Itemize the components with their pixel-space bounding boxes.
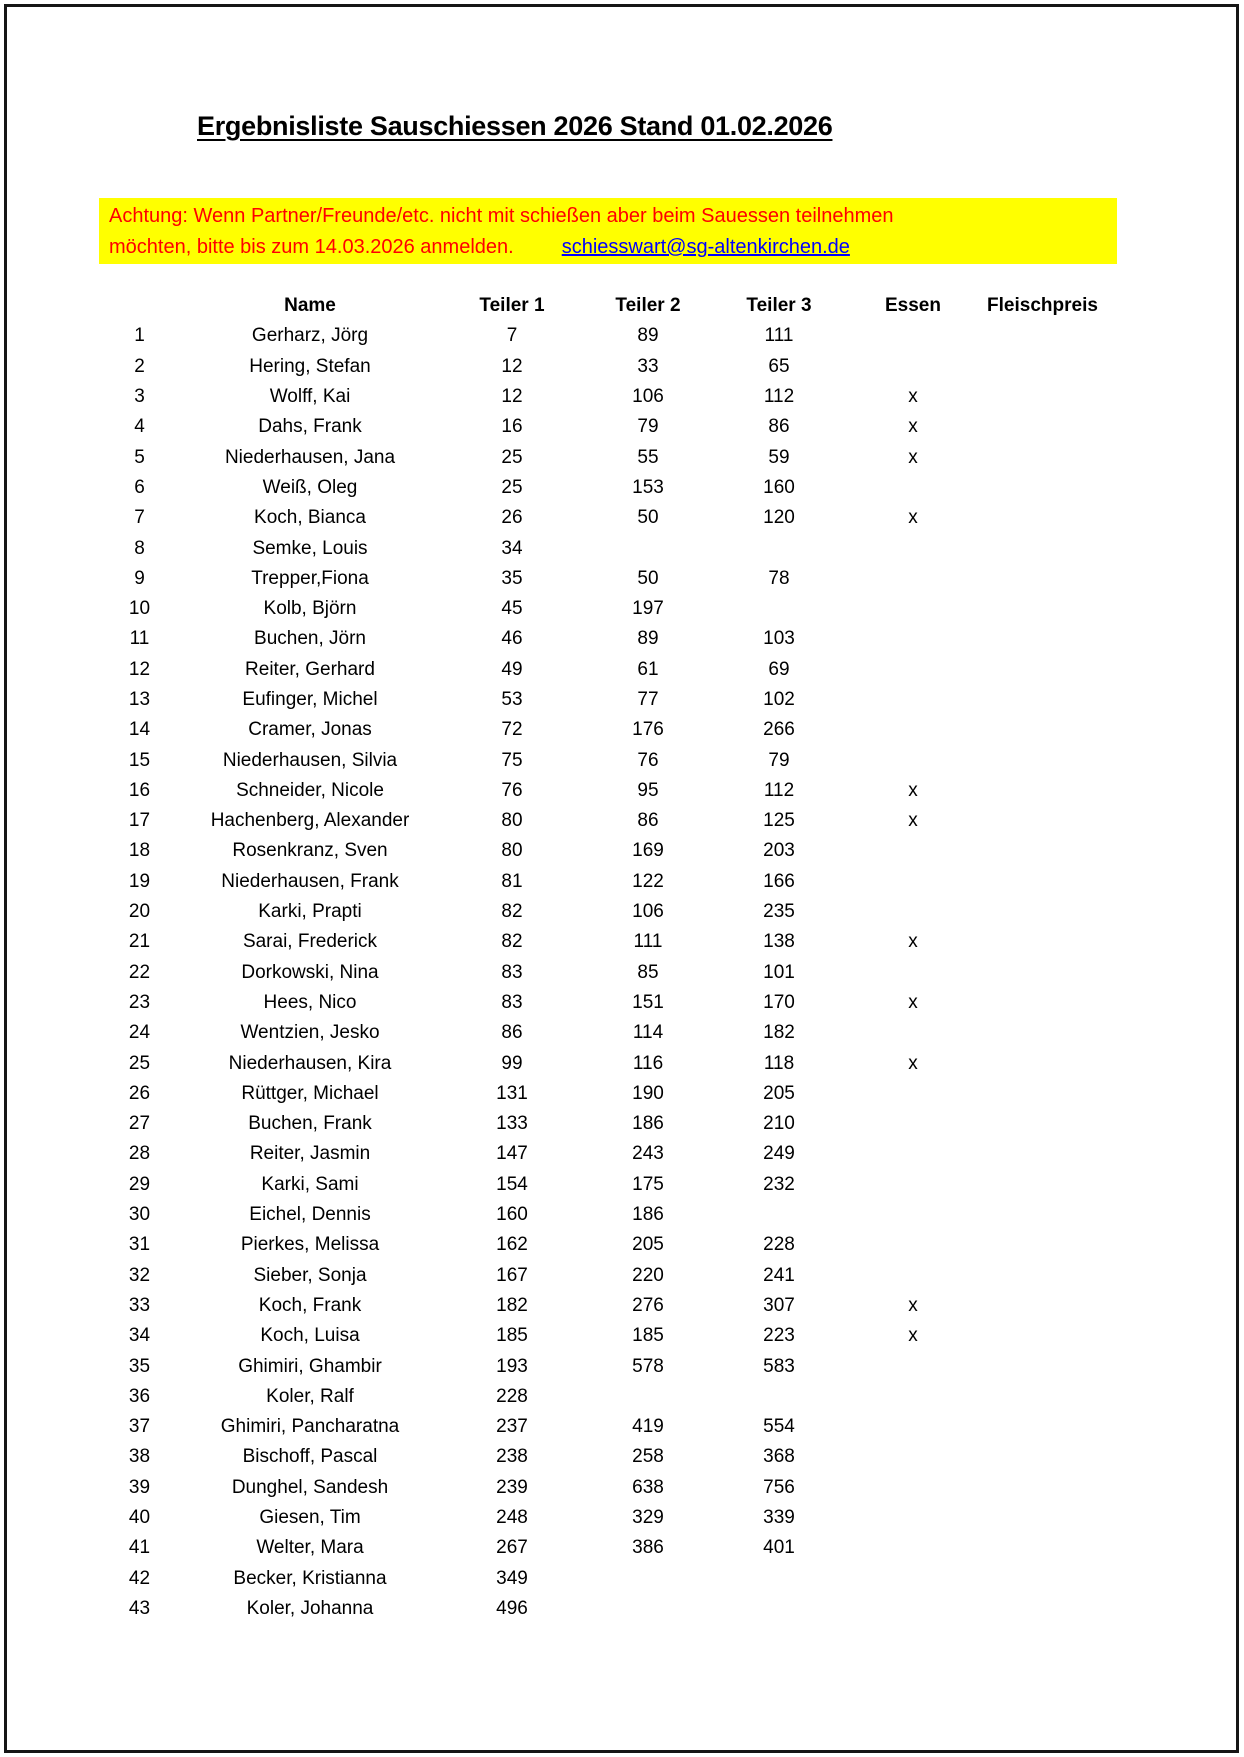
cell-rank: 5 — [134, 446, 145, 468]
cell-rank: 38 — [128, 1446, 151, 1468]
cell-rank: 39 — [128, 1476, 151, 1498]
page-title: Ergebnisliste Sauschiessen 2026 Stand 01.02.2026 — [197, 111, 833, 141]
table-row — [99, 1139, 1105, 1169]
cell-name: Koch, Luisa — [260, 1325, 360, 1347]
cell-name: Niederhausen, Frank — [221, 870, 399, 892]
cell-name: Reiter, Gerhard — [245, 658, 375, 680]
cell-name: Rosenkranz, Sven — [232, 840, 388, 862]
cell-essen: x — [908, 1294, 918, 1316]
cell-name: Niederhausen, Jana — [224, 446, 396, 468]
cell-teiler2: 186 — [632, 1204, 664, 1226]
cell-teiler1: 267 — [496, 1537, 528, 1559]
notice-line-2-text: möchten, bitte bis zum 14.03.2026 anmelden. — [109, 236, 514, 258]
cell-name: Gerharz, Jörg — [251, 325, 369, 347]
cell-teiler3: 223 — [763, 1325, 795, 1347]
cell-essen: x — [908, 931, 918, 953]
table-row — [99, 1594, 1105, 1624]
cell-rank: 22 — [128, 961, 151, 983]
cell-teiler1: 228 — [496, 1385, 528, 1407]
cell-rank: 32 — [128, 1264, 151, 1286]
cell-rank: 20 — [128, 901, 151, 923]
cell-name: Ghimiri, Ghambir — [238, 1355, 382, 1377]
table-row — [99, 1200, 1105, 1230]
cell-rank: 18 — [128, 840, 151, 862]
cell-teiler1: 238 — [496, 1446, 528, 1468]
cell-name: Karki, Sami — [261, 1173, 359, 1195]
cell-essen: x — [908, 416, 918, 438]
cell-teiler3: 166 — [763, 870, 795, 892]
cell-teiler3: 368 — [763, 1446, 795, 1468]
cell-teiler2: 638 — [632, 1476, 664, 1498]
cell-name: Karki, Prapti — [258, 901, 362, 923]
cell-teiler1: 193 — [496, 1355, 528, 1377]
cell-teiler3: 79 — [768, 749, 790, 771]
cell-rank: 26 — [128, 1082, 151, 1104]
cell-teiler1: 185 — [496, 1325, 528, 1347]
cell-rank: 1 — [134, 325, 145, 347]
cell-teiler1: 237 — [496, 1416, 528, 1438]
table-row — [99, 685, 1105, 715]
results-table-body — [99, 321, 1105, 1624]
cell-teiler2: 386 — [632, 1537, 664, 1559]
cell-rank: 12 — [128, 658, 151, 680]
table-row — [99, 776, 1105, 806]
cell-teiler3: 203 — [763, 840, 795, 862]
cell-teiler1: 7 — [506, 325, 518, 347]
cell-rank: 6 — [134, 476, 145, 498]
table-row — [99, 1412, 1105, 1442]
cell-teiler1: 12 — [501, 355, 523, 377]
cell-teiler1: 83 — [501, 961, 523, 983]
cell-teiler3: 249 — [763, 1143, 795, 1165]
cell-name: Bischoff, Pascal — [242, 1446, 378, 1468]
cell-name: Eichel, Dennis — [249, 1204, 371, 1226]
cell-teiler3: 756 — [763, 1476, 795, 1498]
results-table — [99, 291, 1105, 1624]
cell-teiler3: 339 — [763, 1507, 795, 1529]
cell-rank: 27 — [128, 1113, 151, 1135]
cell-name: Niederhausen, Kira — [228, 1052, 392, 1074]
cell-name: Koch, Bianca — [254, 507, 366, 529]
cell-teiler1: 46 — [501, 628, 523, 650]
cell-teiler2: 190 — [632, 1082, 664, 1104]
column-header-essen: Essen — [885, 295, 941, 317]
table-row — [99, 1563, 1105, 1593]
cell-rank: 3 — [134, 386, 145, 408]
cell-name: Hees, Nico — [263, 991, 357, 1013]
cell-teiler1: 239 — [496, 1476, 528, 1498]
cell-name: Sarai, Frederick — [242, 931, 378, 953]
cell-teiler3: 210 — [763, 1113, 795, 1135]
cell-essen: x — [908, 507, 918, 529]
table-row — [99, 836, 1105, 866]
cell-teiler3: 160 — [763, 476, 795, 498]
cell-teiler2: 151 — [632, 991, 664, 1013]
table-row — [99, 1170, 1105, 1200]
cell-teiler1: 12 — [501, 386, 523, 408]
cell-teiler3: 235 — [763, 901, 795, 923]
cell-rank: 41 — [128, 1537, 151, 1559]
cell-essen: x — [908, 446, 918, 468]
cell-teiler3: 266 — [763, 719, 795, 741]
cell-teiler1: 25 — [501, 446, 523, 468]
cell-rank: 10 — [128, 598, 151, 620]
cell-teiler2: 243 — [632, 1143, 664, 1165]
cell-rank: 24 — [128, 1022, 151, 1044]
cell-teiler2: 186 — [632, 1113, 664, 1135]
cell-rank: 4 — [134, 416, 145, 438]
cell-essen: x — [908, 991, 918, 1013]
cell-teiler1: 160 — [496, 1204, 528, 1226]
cell-rank: 42 — [128, 1567, 151, 1589]
cell-rank: 36 — [128, 1385, 151, 1407]
cell-rank: 34 — [128, 1325, 151, 1347]
cell-teiler3: 307 — [763, 1294, 795, 1316]
table-row — [99, 352, 1105, 382]
table-row — [99, 958, 1105, 988]
cell-teiler2: 95 — [637, 779, 659, 801]
cell-rank: 37 — [128, 1416, 151, 1438]
table-row — [99, 867, 1105, 897]
table-row — [99, 473, 1105, 503]
cell-teiler1: 82 — [501, 901, 523, 923]
table-row — [99, 412, 1105, 442]
cell-teiler1: 131 — [496, 1082, 528, 1104]
cell-teiler2: 106 — [632, 386, 664, 408]
cell-name: Niederhausen, Silvia — [222, 749, 398, 771]
cell-teiler3: 69 — [768, 658, 790, 680]
column-header-teiler1: Teiler 1 — [479, 295, 545, 317]
cell-rank: 19 — [128, 870, 151, 892]
cell-name: Giesen, Tim — [259, 1507, 361, 1529]
cell-teiler1: 49 — [501, 658, 523, 680]
cell-teiler2: 578 — [632, 1355, 664, 1377]
table-row — [99, 715, 1105, 745]
cell-teiler3: 86 — [768, 416, 790, 438]
cell-teiler1: 167 — [496, 1264, 528, 1286]
cell-teiler2: 86 — [637, 810, 659, 832]
cell-teiler2: 79 — [637, 416, 659, 438]
cell-teiler3: 101 — [763, 961, 795, 983]
cell-rank: 9 — [134, 567, 145, 589]
notice-line-1: Achtung: Wenn Partner/Freunde/etc. nicht mit schießen aber beim Sauessen teilnehmen — [109, 205, 894, 227]
cell-teiler1: 26 — [501, 507, 523, 529]
cell-teiler3: 205 — [763, 1082, 795, 1104]
cell-teiler1: 80 — [501, 810, 523, 832]
cell-name: Dorkowski, Nina — [241, 961, 379, 983]
cell-name: Hachenberg, Alexander — [210, 810, 410, 832]
column-header-fleischpreis: Fleischpreis — [987, 295, 1098, 317]
cell-teiler2: 116 — [632, 1052, 664, 1074]
cell-teiler2: 197 — [632, 598, 664, 620]
cell-name: Pierkes, Melissa — [240, 1234, 380, 1256]
cell-teiler1: 154 — [496, 1173, 528, 1195]
cell-teiler1: 248 — [496, 1507, 528, 1529]
table-row — [99, 1442, 1105, 1472]
cell-essen: x — [908, 779, 918, 801]
table-row — [99, 1109, 1105, 1139]
cell-teiler3: 554 — [763, 1416, 795, 1438]
cell-teiler2: 61 — [637, 658, 659, 680]
cell-teiler3: 125 — [763, 810, 795, 832]
cell-essen: x — [908, 386, 918, 408]
cell-rank: 11 — [129, 628, 150, 650]
cell-name: Becker, Kristianna — [233, 1567, 387, 1589]
cell-teiler3: 228 — [763, 1234, 795, 1256]
cell-teiler2: 89 — [637, 628, 659, 650]
table-row — [99, 624, 1105, 654]
column-header-name: Name — [284, 295, 336, 317]
table-row — [99, 1261, 1105, 1291]
column-header-teiler3: Teiler 3 — [746, 295, 812, 317]
cell-teiler3: 111 — [764, 325, 794, 347]
cell-rank: 33 — [128, 1294, 151, 1316]
cell-teiler3: 102 — [763, 689, 795, 710]
cell-name: Schneider, Nicole — [236, 779, 384, 801]
cell-teiler1: 34 — [501, 537, 523, 559]
cell-rank: 23 — [128, 991, 151, 1013]
cell-teiler2: 153 — [632, 476, 664, 498]
table-row — [99, 1503, 1105, 1533]
cell-teiler1: 496 — [496, 1597, 528, 1619]
cell-name: Koler, Ralf — [266, 1385, 354, 1407]
cell-rank: 7 — [134, 507, 145, 529]
cell-rank: 8 — [134, 537, 145, 559]
cell-teiler1: 81 — [501, 870, 523, 892]
cell-rank: 25 — [128, 1052, 151, 1074]
cell-teiler1: 182 — [496, 1294, 528, 1316]
cell-name: Welter, Mara — [256, 1537, 364, 1559]
cell-teiler1: 75 — [501, 749, 523, 771]
cell-teiler2: 329 — [632, 1507, 664, 1529]
table-row — [99, 1018, 1105, 1048]
table-row — [99, 1473, 1105, 1503]
cell-name: Rüttger, Michael — [241, 1082, 379, 1104]
email-link[interactable]: schiesswart@sg-altenkirchen.de — [561, 236, 850, 258]
cell-teiler1: 16 — [501, 416, 523, 438]
table-row — [99, 655, 1105, 685]
cell-rank: 15 — [128, 749, 151, 771]
cell-rank: 21 — [128, 931, 151, 953]
cell-name: Ghimiri, Pancharatna — [220, 1416, 400, 1438]
cell-teiler2: 76 — [637, 749, 659, 771]
cell-teiler3: 59 — [768, 446, 790, 468]
cell-name: Koch, Frank — [258, 1294, 362, 1316]
cell-name: Semke, Louis — [252, 537, 368, 559]
cell-teiler2: 220 — [632, 1264, 664, 1286]
cell-teiler1: 25 — [501, 476, 523, 498]
notice-line-2 — [109, 232, 1117, 263]
cell-teiler3: 182 — [763, 1022, 795, 1044]
cell-name: Cramer, Jonas — [248, 719, 372, 741]
table-row — [99, 806, 1105, 836]
cell-teiler1: 86 — [501, 1022, 523, 1044]
cell-teiler1: 83 — [501, 991, 523, 1013]
cell-rank: 43 — [128, 1597, 151, 1619]
table-row — [99, 1079, 1105, 1109]
cell-teiler1: 162 — [496, 1234, 528, 1256]
cell-teiler1: 99 — [501, 1052, 523, 1074]
cell-rank: 29 — [128, 1173, 151, 1195]
column-header-teiler2: Teiler 2 — [615, 295, 681, 317]
cell-name: Buchen, Jörn — [254, 628, 366, 650]
cell-teiler3: 118 — [763, 1052, 795, 1074]
cell-teiler3: 138 — [763, 931, 795, 953]
cell-rank: 40 — [128, 1507, 151, 1529]
cell-teiler1: 349 — [496, 1567, 528, 1589]
cell-rank: 28 — [128, 1143, 151, 1165]
cell-teiler3: 112 — [763, 386, 795, 408]
cell-teiler1: 80 — [501, 840, 523, 862]
cell-name: Wolff, Kai — [269, 386, 351, 408]
cell-teiler2: 77 — [637, 689, 659, 710]
cell-essen: x — [908, 1052, 918, 1074]
cell-teiler2: 111 — [633, 931, 663, 953]
table-row — [99, 321, 1105, 351]
table-row — [99, 1048, 1105, 1078]
cell-teiler3: 170 — [763, 991, 795, 1013]
cell-rank: 2 — [134, 355, 145, 377]
table-row — [99, 533, 1105, 563]
table-row — [99, 927, 1105, 957]
cell-teiler2: 176 — [632, 719, 664, 741]
cell-teiler2: 276 — [632, 1294, 664, 1316]
cell-teiler1: 147 — [496, 1143, 528, 1165]
table-row — [99, 503, 1105, 533]
cell-teiler3: 241 — [763, 1264, 795, 1286]
cell-teiler2: 169 — [632, 840, 664, 862]
cell-teiler2: 185 — [632, 1325, 664, 1347]
cell-teiler1: 53 — [501, 689, 523, 710]
cell-teiler3: 112 — [763, 779, 795, 801]
cell-name: Wentzien, Jesko — [240, 1022, 380, 1044]
cell-teiler2: 50 — [637, 507, 659, 529]
cell-teiler2: 258 — [632, 1446, 664, 1468]
cell-name: Buchen, Frank — [248, 1113, 372, 1135]
table-row — [99, 382, 1105, 412]
cell-teiler1: 82 — [501, 931, 523, 953]
cell-rank: 31 — [128, 1234, 151, 1256]
cell-teiler1: 72 — [501, 719, 523, 741]
cell-teiler3: 120 — [763, 507, 795, 529]
cell-teiler2: 205 — [632, 1234, 664, 1256]
cell-rank: 30 — [128, 1204, 151, 1226]
table-row — [99, 1321, 1105, 1351]
cell-teiler2: 50 — [637, 567, 659, 589]
cell-name: Hering, Stefan — [249, 355, 371, 377]
table-row — [99, 442, 1105, 472]
cell-teiler3: 65 — [768, 355, 790, 377]
table-row — [99, 988, 1105, 1018]
cell-teiler1: 133 — [496, 1113, 528, 1135]
table-row — [99, 897, 1105, 927]
cell-name: Sieber, Sonja — [253, 1264, 367, 1286]
cell-name: Weiß, Oleg — [262, 476, 358, 498]
cell-rank: 16 — [128, 779, 151, 801]
results-table-header — [99, 291, 1105, 321]
cell-teiler2: 114 — [632, 1022, 664, 1044]
table-row — [99, 1382, 1105, 1412]
cell-teiler2: 419 — [632, 1416, 664, 1438]
table-row — [99, 594, 1105, 624]
table-row — [99, 1230, 1105, 1260]
cell-teiler3: 78 — [768, 567, 790, 589]
cell-name: Trepper,Fiona — [251, 567, 369, 589]
cell-teiler2: 89 — [637, 325, 659, 347]
cell-teiler3: 232 — [763, 1173, 795, 1195]
cell-name: Koler, Johanna — [246, 1597, 374, 1619]
cell-rank: 13 — [128, 689, 151, 710]
cell-name: Dunghel, Sandesh — [231, 1476, 389, 1498]
cell-teiler2: 55 — [637, 446, 659, 468]
cell-teiler2: 122 — [632, 870, 664, 892]
cell-name: Dahs, Frank — [258, 416, 362, 438]
cell-rank: 35 — [128, 1355, 151, 1377]
cell-teiler2: 175 — [632, 1173, 664, 1195]
cell-teiler3: 583 — [763, 1355, 795, 1377]
cell-teiler1: 76 — [501, 779, 523, 801]
cell-name: Reiter, Jasmin — [249, 1143, 371, 1165]
table-row — [99, 1533, 1105, 1563]
table-row — [99, 745, 1105, 775]
table-row — [99, 564, 1105, 594]
cell-teiler2: 106 — [632, 901, 664, 923]
cell-teiler2: 33 — [637, 355, 659, 377]
cell-teiler3: 401 — [763, 1537, 795, 1559]
notice-banner — [99, 198, 1117, 264]
cell-teiler1: 35 — [501, 567, 523, 589]
cell-rank: 17 — [128, 810, 151, 832]
cell-essen: x — [908, 810, 918, 832]
cell-rank: 14 — [128, 719, 151, 741]
table-row — [99, 1291, 1105, 1321]
cell-essen: x — [908, 1325, 918, 1347]
table-row — [99, 1351, 1105, 1381]
cell-teiler3: 103 — [763, 628, 795, 650]
cell-teiler1: 45 — [501, 598, 523, 620]
cell-name: Kolb, Björn — [263, 598, 357, 620]
cell-name: Eufinger, Michel — [242, 689, 378, 710]
cell-teiler2: 85 — [637, 961, 659, 983]
